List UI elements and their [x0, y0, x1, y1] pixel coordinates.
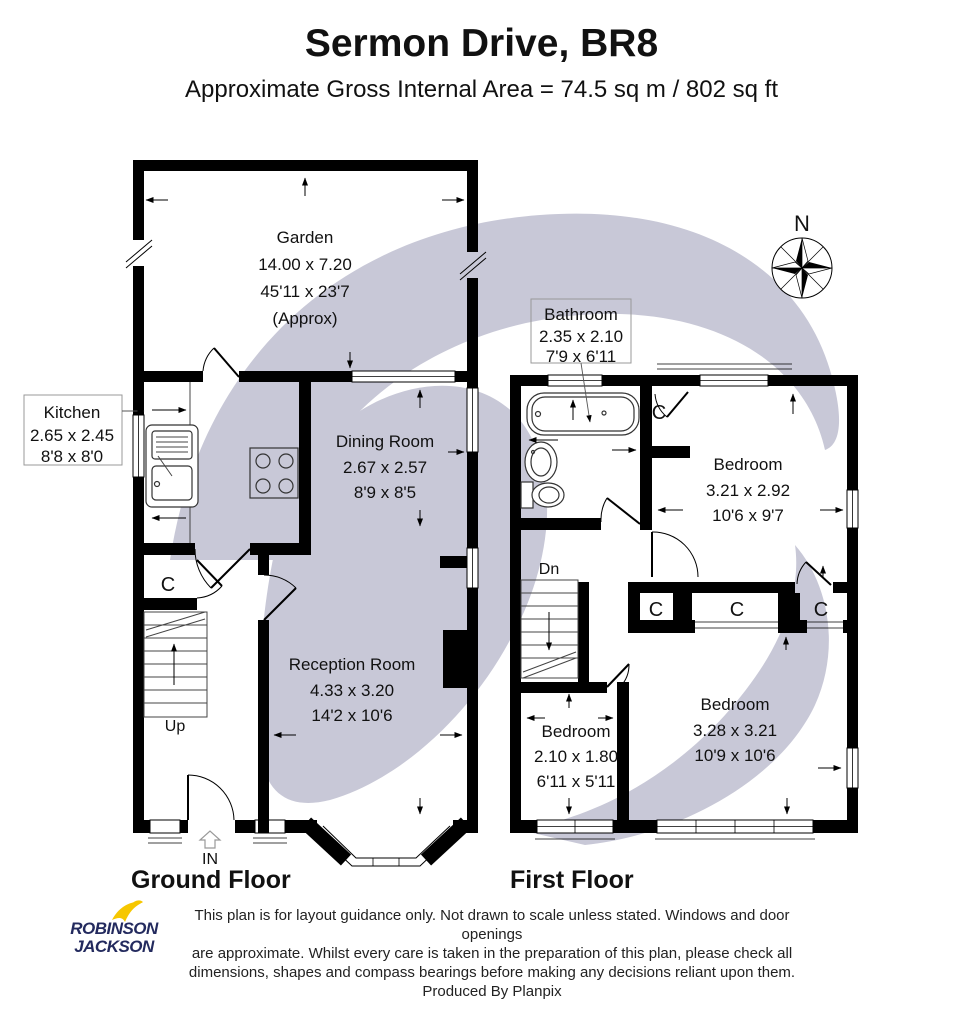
garden-approx-note: (Approx) [272, 309, 338, 328]
disclaimer-line-3: dimensions, shapes and compass bearings before making any decisions reliant upon them. [188, 964, 796, 981]
logo-text-robinson: ROBINSON [70, 919, 158, 938]
kitchen-callout [24, 395, 144, 466]
entrance-in-label: IN [202, 851, 218, 868]
disclaimer-line-2: are approximate. Whilst every care is taken in the preparation of this plan, please check all [191, 945, 793, 962]
ground-floor-title: Ground Floor [131, 866, 291, 894]
kitchen-imperial: 8'8 x 8'0 [40, 447, 104, 466]
kitchen-metric: 2.65 x 2.45 [29, 426, 115, 445]
disclaimer [168, 906, 816, 1001]
garden-imperial: 45'11 x 23'7 [260, 282, 350, 301]
stairs-down-label: Dn [538, 561, 560, 578]
bedroom-small-imperial: 6'11 x 5'11 [536, 772, 616, 791]
produced-by: Produced By Planpix [422, 983, 562, 1000]
bathroom-basin [525, 442, 557, 482]
dining-room-imperial: 8'9 x 8'5 [353, 483, 417, 502]
bedroom-small-metric: 2.10 x 1.80 [533, 747, 619, 766]
dining-room-label: Dining Room [335, 432, 435, 451]
bedroom-rear-imperial: 10'6 x 9'7 [712, 506, 784, 525]
bathtub [527, 393, 639, 435]
logo-text-jackson: JACKSON [74, 937, 154, 956]
kitchen-label: Kitchen [43, 403, 101, 422]
dining-room-metric: 2.67 x 2.57 [342, 458, 428, 477]
compass-rose-icon [772, 211, 832, 298]
bay-window [306, 823, 466, 866]
bedroom-front-label: Bedroom [700, 695, 770, 714]
entrance-arrow-icon [200, 831, 220, 848]
reception-room-label: Reception Room [288, 655, 416, 674]
kitchen-sink [146, 382, 198, 543]
reception-room-imperial: 14'2 x 10'6 [311, 706, 393, 725]
toilet [521, 482, 564, 508]
bedroom-rear-metric: 3.21 x 2.92 [705, 481, 791, 500]
bedroom-rear-label: Bedroom [713, 455, 783, 474]
robinson-jackson-logo [58, 898, 170, 956]
bedroom-front-metric: 3.28 x 3.21 [692, 721, 778, 740]
stairs-up-label: Up [164, 718, 186, 735]
page-title: Sermon Drive, BR8 [304, 22, 659, 65]
bedroom-small-label: Bedroom [541, 722, 611, 741]
bathroom-imperial: 7'9 x 6'11 [545, 347, 617, 366]
landing-closet-label-2: C [729, 599, 745, 621]
reception-room-metric: 4.33 x 3.20 [309, 681, 395, 700]
compass-north-label: N [794, 211, 810, 236]
stairs-up [144, 612, 207, 717]
landing-closet-label-3: C [813, 599, 829, 621]
bathroom-metric: 2.35 x 2.10 [538, 327, 624, 346]
bath-closet-label: C [651, 402, 667, 424]
bathroom-label: Bathroom [544, 305, 618, 324]
landing-closet-label-1: C [648, 599, 664, 621]
page-subtitle: Approximate Gross Internal Area = 74.5 sq m / 802 sq ft [185, 76, 778, 103]
garden-label: Garden [276, 228, 334, 247]
garden-metric: 14.00 x 7.20 [258, 255, 352, 274]
ground-closet-label: C [160, 574, 176, 596]
first-floor-title: First Floor [510, 866, 634, 894]
disclaimer-line-1: This plan is for layout guidance only. Not drawn to scale unless stated. Windows and door openings [194, 907, 790, 943]
bedroom-front-imperial: 10'9 x 10'6 [694, 746, 776, 765]
